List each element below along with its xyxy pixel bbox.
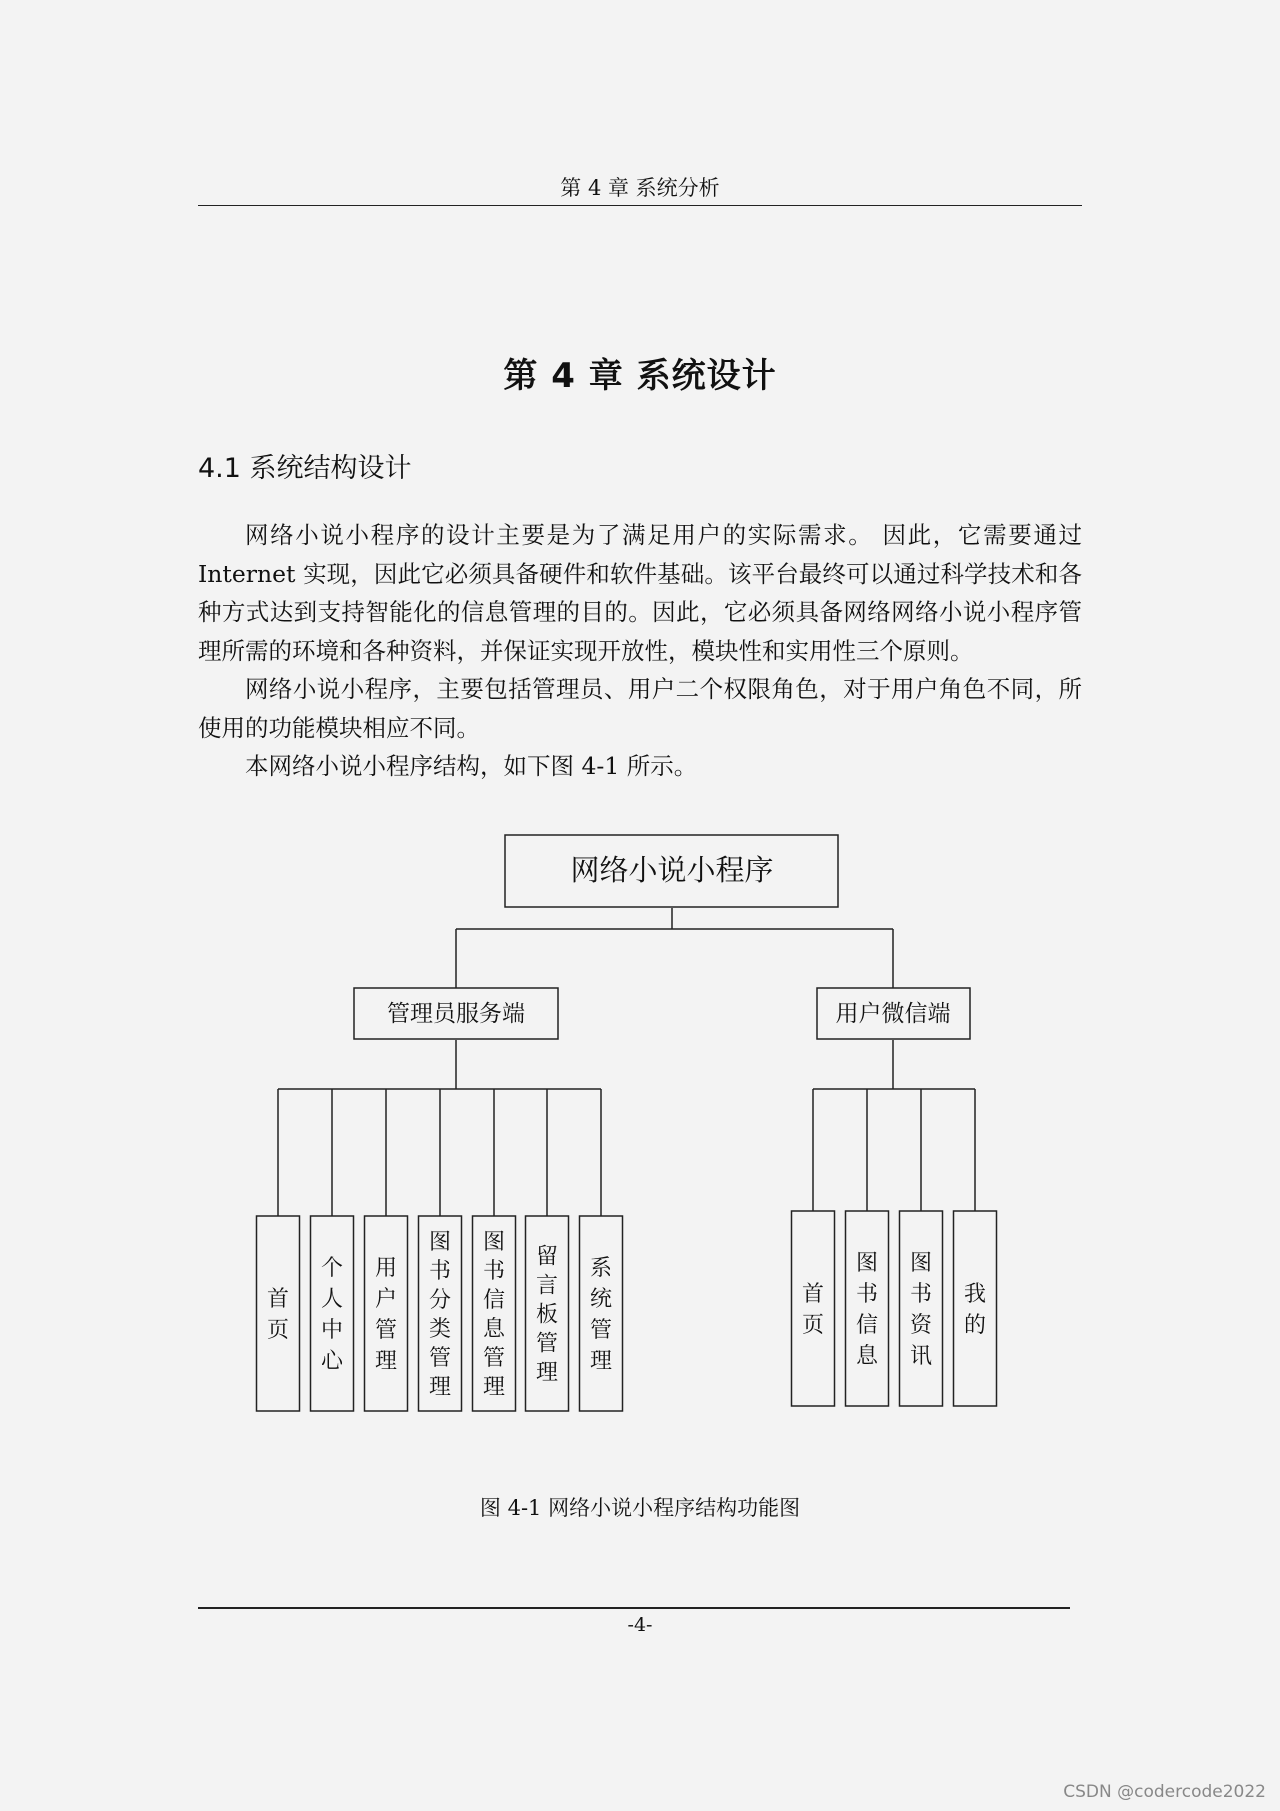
child-node-label: 系统管理 — [589, 1255, 613, 1374]
child-node-label: 图书资讯 — [909, 1250, 933, 1369]
child-node-label: 图书信息管理 — [482, 1229, 506, 1400]
child-node-label: 首页 — [266, 1286, 290, 1343]
chapter-title: 第 4 章 系统设计 — [503, 356, 777, 396]
page-number: -4- — [627, 1614, 653, 1636]
branch-node-label: 用户微信端 — [835, 1001, 951, 1027]
child-node-label: 我的 — [963, 1281, 987, 1338]
child-node-label: 留言板管理 — [535, 1244, 559, 1386]
paragraph: 网络小说小程序，主要包括管理员、用户二个权限角色，对于用户角色不同，所使用的功能模块相应不同。 — [198, 675, 1082, 742]
child-node-label: 图书信息 — [855, 1250, 879, 1369]
child-node — [311, 1216, 354, 1411]
child-node — [846, 1211, 889, 1406]
child-node-label: 首页 — [801, 1281, 825, 1338]
child-node — [954, 1211, 997, 1406]
child-node — [900, 1211, 943, 1406]
paragraph: 网络小说小程序的设计主要是为了满足用户的实际需求。 因此，它需要通过 Internet 实现，因此它必须具备硬件和软件基础。该平台最终可以通过科学技术和各种方式达到支持智能化的信息管理的目的。因此，它必须具备网络网络小说小程序管理所需的环境和各种资料，并保证实现开放性，模块性和实用性三个原则。 — [198, 521, 1082, 665]
child-node-label: 用户管理 — [374, 1255, 398, 1374]
branch-node-label: 管理员服务端 — [387, 1001, 525, 1027]
section-heading: 4.1 系统结构设计 — [198, 453, 412, 484]
child-node-label: 图书分类管理 — [428, 1229, 452, 1400]
footer-rule — [198, 1607, 1070, 1609]
child-node — [365, 1216, 408, 1411]
diagram-connectors — [278, 908, 975, 1216]
paragraph: 本网络小说小程序结构，如下图 4-1 所示。 — [245, 752, 698, 780]
child-node — [792, 1211, 835, 1406]
child-node — [257, 1216, 300, 1411]
child-node — [580, 1216, 623, 1411]
figure-caption: 图 4-1 网络小说小程序结构功能图 — [479, 1496, 801, 1520]
child-node-label: 个人中心 — [320, 1255, 344, 1374]
root-node-label: 网络小说小程序 — [570, 853, 774, 887]
running-header: 第 4 章 系统分析 — [560, 176, 720, 200]
watermark: CSDN @codercode2022 — [1063, 1782, 1266, 1802]
